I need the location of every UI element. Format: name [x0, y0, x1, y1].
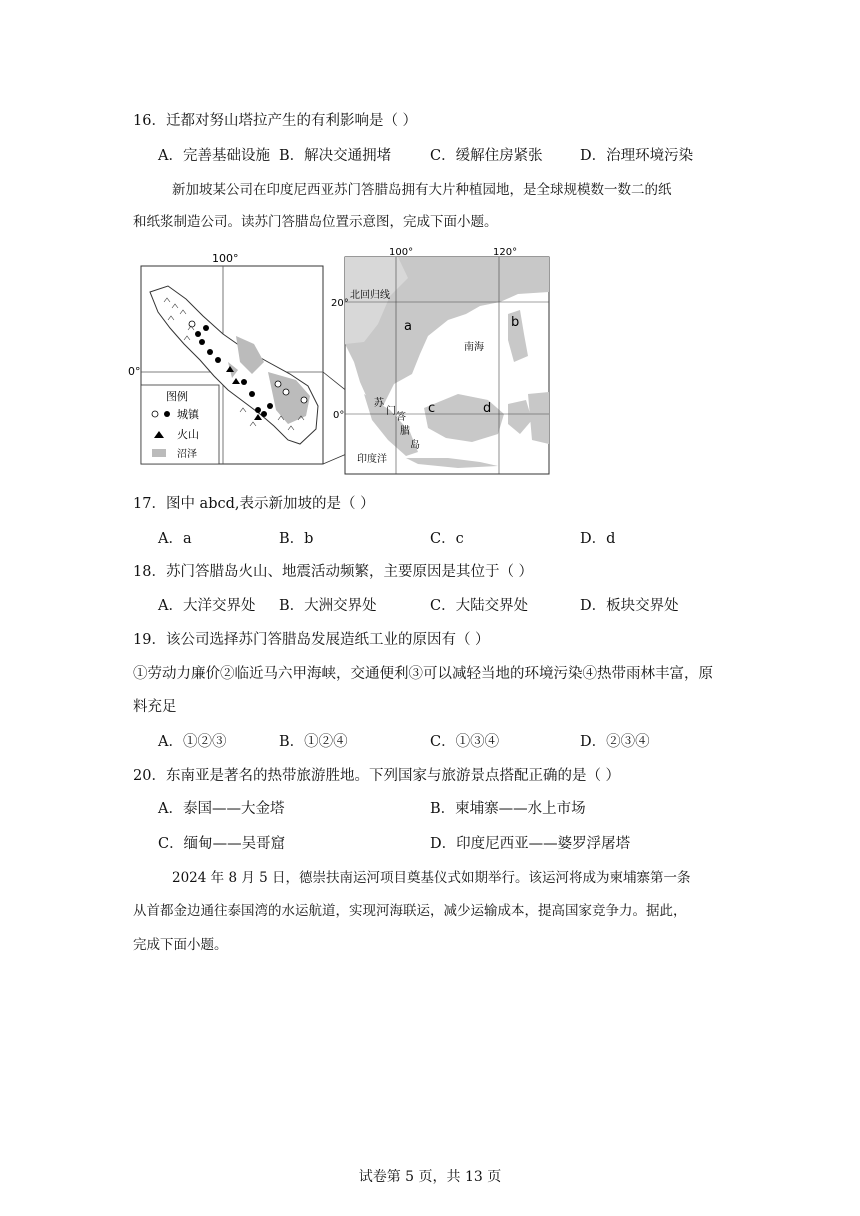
q16-option-c: C．缓解住房紧张 [430, 148, 543, 164]
label-c: c [428, 401, 436, 416]
q16-option-d: D．治理环境污染 [580, 148, 694, 164]
intro2-line1: 2024 年 8 月 5 日，德崇扶南运河项目奠基仪式如期举行。该运河将成为柬埔寨第一条 [172, 870, 691, 886]
q19-stem: 19．该公司选择苏门答腊岛发展造纸工业的原因有（ ） [133, 632, 490, 648]
q16-option-b: B．解决交通拥堵 [279, 148, 392, 164]
q20-stem: 20．东南亚是著名的热带旅游胜地。下列国家与旅游景点搭配正确的是（ ） [133, 768, 621, 784]
q20-option-b: B．柬埔寨——水上市场 [430, 801, 586, 817]
left-label-100: 100° [212, 252, 239, 265]
legend-title: 图例 [166, 390, 188, 403]
q20-option-c: C．缅甸——吴哥窟 [158, 836, 286, 852]
q17-option-a: A．a [158, 531, 192, 547]
legend-swamp: 沼泽 [177, 449, 197, 460]
legend-town: 城镇 [177, 408, 199, 421]
q19-option-b: B．①②④ [279, 734, 348, 750]
q18-option-b: B．大洲交界处 [279, 598, 377, 614]
left-label-0: 0° [128, 365, 141, 378]
q18-option-c: C．大陆交界处 [430, 598, 529, 614]
q17-stem: 17．图中 abcd,表示新加坡的是（ ） [133, 496, 375, 512]
swamp-icon [152, 449, 166, 457]
right-label-100: 100° [389, 247, 414, 258]
q18-option-a: A．大洋交界处 [158, 598, 256, 614]
island-label-1: 苏 [374, 398, 384, 409]
island-label-5: 岛 [410, 440, 420, 451]
q18-stem: 18．苏门答腊岛火山、地震活动频繁，主要原因是其位于（ ） [133, 564, 534, 580]
right-label-120: 120° [493, 247, 518, 258]
q17-option-b: B．b [279, 531, 314, 547]
q19-option-a: A．①②③ [158, 734, 227, 750]
q16-option-a: A．完善基础设施 [158, 148, 270, 164]
label-d: d [483, 401, 492, 416]
right-label-20: 20° [331, 298, 349, 309]
intro1-line1: 新加坡某公司在印度尼西亚苏门答腊岛拥有大片种植园地，是全球规模数一数二的纸 [172, 182, 672, 198]
left-map [128, 252, 323, 464]
legend-volcano: 火山 [177, 428, 199, 441]
right-label-0: 0° [333, 410, 345, 421]
town-filled-icon [164, 411, 170, 417]
q19-option-c: C．①③④ [430, 734, 500, 750]
town-open-icon [152, 411, 158, 417]
page-footer: 试卷第 5 页，共 13 页 [358, 1169, 502, 1185]
island-label-3: 答 [396, 412, 406, 423]
tropic-label: 北回归线 [350, 290, 390, 301]
intro2-line3: 完成下面小题。 [133, 937, 228, 953]
q19-option-d: D．②③④ [580, 734, 650, 750]
ocean-label: 印度洋 [357, 454, 387, 465]
island-label-4: 腊 [400, 426, 410, 437]
label-a: a [404, 319, 412, 334]
island-label-2: 门 [386, 406, 396, 417]
intro2-line2: 从首都金边通往泰国湾的水运航道，实现河海联运，减少运输成本，提高国家竞争力。据此， [133, 903, 687, 919]
q20-option-d: D．印度尼西亚——婆罗浮屠塔 [430, 836, 631, 852]
q16-stem: 16．迁都对努山塔拉产生的有利影响是（ ） [133, 113, 418, 129]
q20-option-a: A．泰国——大金塔 [158, 801, 285, 817]
q18-option-d: D．板块交界处 [580, 598, 679, 614]
right-map [331, 247, 549, 474]
label-b: b [511, 315, 520, 330]
q17-option-c: C．c [430, 531, 464, 547]
sumatra-map-figure [128, 244, 553, 476]
intro1-line2: 和纸浆制造公司。读苏门答腊岛位置示意图，完成下面小题。 [133, 214, 498, 230]
sea-label: 南海 [464, 342, 484, 353]
q19-detail-line1: ①劳动力廉价②临近马六甲海峡，交通便利③可以减轻当地的环境污染④热带雨林丰富，原 [133, 666, 713, 682]
q19-detail-line2: 料充足 [133, 699, 177, 715]
q17-option-d: D．d [580, 531, 616, 547]
